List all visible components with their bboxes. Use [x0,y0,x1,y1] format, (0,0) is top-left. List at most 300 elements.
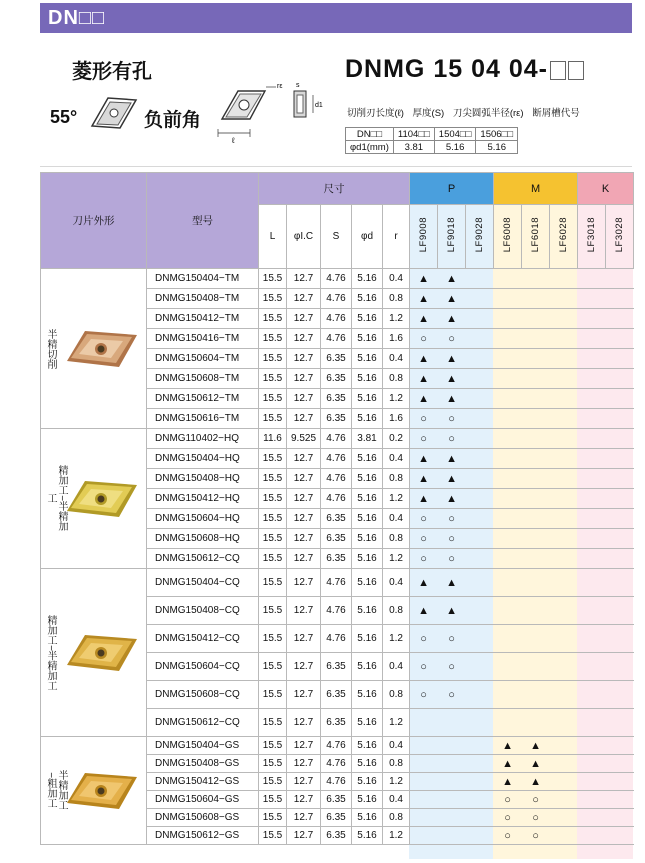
grade-availability-mark [606,597,634,625]
thickness-label: s [296,82,300,89]
dimension-cell: 5.16 [352,509,383,529]
dimension-cell: 0.4 [383,791,410,809]
grade-availability-mark [578,289,606,309]
grade-availability-mark [578,509,606,529]
insert-product-table [40,172,634,845]
section-label [41,269,147,429]
grade-availability-mark [494,529,522,549]
grade-availability-mark [578,569,606,597]
grade-availability-mark [578,755,606,773]
dimension-cell: 0.8 [383,529,410,549]
dimension-cell: 6.35 [321,389,352,409]
dimension-cell: 12.7 [287,597,321,625]
material-group-p: P [410,173,494,205]
spec-cell: 5.16 [434,141,476,154]
grade-availability-mark [578,309,606,329]
grade-availability-mark: ○ [410,429,438,449]
grade-availability-mark [550,389,578,409]
grade-availability-mark [606,449,634,469]
grade-availability-mark [494,597,522,625]
dimension-cell: 15.5 [259,289,287,309]
page-header-bar [40,3,632,33]
grade-availability-mark [522,597,550,625]
grade-availability-mark [606,409,634,429]
grade-header [522,205,550,269]
model-cell: DNMG150408−CQ [147,597,259,625]
model-cell: DNMG150612−CQ [147,549,259,569]
rake-angle-text: 负前角 [144,110,202,131]
dimension-cell: 4.76 [321,329,352,349]
grade-availability-mark: ▲ [410,597,438,625]
grade-availability-mark [522,489,550,509]
dimension-cell: 5.16 [352,569,383,597]
dimension-cell: 1.2 [383,625,410,653]
spec-row [346,128,518,141]
grade-availability-mark [466,597,494,625]
grade-availability-mark [550,269,578,289]
dimension-cell: 6.35 [321,529,352,549]
dimension-cell: 5.16 [352,625,383,653]
grade-availability-mark [578,369,606,389]
section-label [41,737,147,845]
grade-availability-mark [550,509,578,529]
dimension-cell: 6.35 [321,709,352,737]
dimension-cell: 5.16 [352,489,383,509]
grade-availability-mark [578,809,606,827]
grade-availability-mark: ▲ [522,755,550,773]
grade-availability-mark: ○ [410,529,438,549]
dimension-cell: 5.16 [352,597,383,625]
grade-header [438,205,466,269]
insert-shape-header: 刀片外形 [41,173,147,269]
dimension-cell: 12.7 [287,755,321,773]
grade-availability-mark [606,289,634,309]
dimension-cell: 12.7 [287,737,321,755]
model-cell: DNMG150412−CQ [147,625,259,653]
machining-type-label: 精加工−半精加工 [45,465,67,532]
grade-availability-mark: ○ [522,809,550,827]
dimension-cell: 5.16 [352,529,383,549]
dimension-cell: 15.5 [259,449,287,469]
thickness-text: 厚度(S) [412,108,445,119]
dimension-cell: 5.16 [352,549,383,569]
grade-header [494,205,522,269]
spec-cell: 1104□□ [393,128,434,141]
grade-availability-mark [522,369,550,389]
grade-availability-mark [410,827,438,845]
dimension-cell: 15.5 [259,597,287,625]
grade-availability-mark [466,709,494,737]
dimension-cell: 4.76 [321,569,352,597]
grade-availability-mark [578,549,606,569]
model-cell: DNMG150608−CQ [147,681,259,709]
table-row [41,269,634,289]
dimension-cell: 6.35 [321,509,352,529]
dimension-cell: 0.8 [383,681,410,709]
grade-availability-mark [578,681,606,709]
grade-availability-mark [550,737,578,755]
grade-availability-mark [550,329,578,349]
spec-row [346,141,518,154]
grade-availability-mark [550,625,578,653]
length-label: ℓ [232,136,235,145]
dimension-cell: 5.16 [352,289,383,309]
dimension-cell: 1.6 [383,409,410,429]
grade-availability-mark [522,449,550,469]
grade-availability-mark: ○ [410,653,438,681]
grade-availability-mark [466,409,494,429]
grade-availability-mark: ▲ [494,773,522,791]
grade-availability-mark [494,569,522,597]
grade-availability-mark: ▲ [410,269,438,289]
machining-type-label: 精加工−半精加工 [45,614,56,691]
header-row [41,173,634,205]
grade-availability-mark [606,309,634,329]
grade-availability-mark [606,429,634,449]
dimension-cell: 15.5 [259,349,287,369]
grade-availability-mark: ○ [522,827,550,845]
dimension-cell: 0.4 [383,653,410,681]
grade-availability-mark: ▲ [438,469,466,489]
dimension-cell: 12.7 [287,289,321,309]
dimension-cell: 1.2 [383,309,410,329]
dimension-cell: 6.35 [321,681,352,709]
grade-availability-mark [438,737,466,755]
dimension-cell: 5.16 [352,309,383,329]
dimension-cell: 1.2 [383,549,410,569]
grade-availability-mark [606,529,634,549]
grade-availability-mark: ○ [438,509,466,529]
insert-info-panel [40,33,632,167]
grade-availability-mark [438,755,466,773]
grade-availability-mark [494,509,522,529]
grade-availability-mark [410,737,438,755]
grade-availability-mark [578,791,606,809]
model-cell: DNMG150608−GS [147,809,259,827]
grade-availability-mark [578,653,606,681]
dimension-cell: 12.7 [287,469,321,489]
dimension-cell: 0.4 [383,269,410,289]
grade-availability-mark [522,309,550,329]
designation-labels [347,105,586,119]
grade-availability-mark [522,509,550,529]
grade-header [550,205,578,269]
dimension-cell: 4.76 [321,269,352,289]
grade-availability-mark [522,681,550,709]
grade-availability-mark [606,469,634,489]
diamond-insert-icon [88,95,140,131]
grade-availability-mark [494,269,522,289]
grade-availability-mark [550,653,578,681]
grade-availability-mark [606,389,634,409]
grade-availability-mark: ○ [410,549,438,569]
dimension-cell: 12.7 [287,625,321,653]
grade-availability-mark [578,409,606,429]
grade-availability-mark [438,791,466,809]
grade-label: LF9008 [418,217,430,253]
grade-availability-mark [578,389,606,409]
dimension-cell: 0.4 [383,349,410,369]
grade-availability-mark [410,773,438,791]
dimension-cell: 0.4 [383,509,410,529]
insert-photo-icon [63,763,141,819]
grade-availability-mark [438,809,466,827]
dimension-cell: 1.6 [383,329,410,349]
dimension-cell: 6.35 [321,549,352,569]
grade-availability-mark [522,429,550,449]
chipbreaker-text: 断屑槽代号 [532,108,580,119]
grade-availability-mark [410,709,438,737]
grade-availability-mark [466,449,494,469]
grade-availability-mark: ▲ [410,449,438,469]
table-row [41,737,634,755]
grade-availability-mark [522,269,550,289]
grade-availability-mark [550,369,578,389]
grade-availability-mark [606,681,634,709]
table-row [41,569,634,597]
dimension-cell: 0.8 [383,755,410,773]
model-cell: DNMG150404−GS [147,737,259,755]
dimension-cell: 15.5 [259,773,287,791]
grade-availability-mark: ○ [438,625,466,653]
dimension-cell: 0.4 [383,569,410,597]
dimension-cell: 5.16 [352,269,383,289]
grade-availability-mark: ▲ [438,349,466,369]
model-cell: DNMG150612−GS [147,827,259,845]
grade-availability-mark: ▲ [410,289,438,309]
grade-label: LF3028 [614,217,626,253]
dimension-cell: 12.7 [287,827,321,845]
dimension-cell: 0.2 [383,429,410,449]
spec-cell: 1504□□ [434,128,476,141]
grade-availability-mark [550,791,578,809]
dimension-cell: 3.81 [352,429,383,449]
dimension-cell: 4.76 [321,755,352,773]
grade-availability-mark [494,709,522,737]
designation-text: DNMG 15 04 04- [345,55,548,83]
dimension-cell: 4.76 [321,597,352,625]
dimension-cell: 15.5 [259,329,287,349]
dimension-cell: 5.16 [352,809,383,827]
dimension-cell: 6.35 [321,369,352,389]
model-cell: DNMG150408−TM [147,289,259,309]
grade-availability-mark [522,653,550,681]
grade-availability-mark [466,329,494,349]
dimension-cell: 5.16 [352,329,383,349]
model-cell: DNMG150404−HQ [147,449,259,469]
grade-availability-mark [578,625,606,653]
grade-availability-mark: ▲ [438,597,466,625]
dimension-cell: 15.5 [259,755,287,773]
grade-availability-mark [522,625,550,653]
dim-header: r [383,205,410,269]
dimension-cell: 15.5 [259,827,287,845]
machining-type-label: 半精切削 [45,328,56,369]
grade-availability-mark [606,653,634,681]
dimension-cell: 12.7 [287,791,321,809]
grade-availability-mark: ▲ [438,269,466,289]
grade-availability-mark [494,349,522,369]
dimension-cell: 1.2 [383,389,410,409]
grade-availability-mark [466,469,494,489]
grade-availability-mark: ○ [438,681,466,709]
designation-code [345,55,584,84]
dimension-cell: 15.5 [259,369,287,389]
grade-availability-mark [606,569,634,597]
grade-availability-mark [578,529,606,549]
grade-availability-mark: ▲ [438,569,466,597]
dimension-cell: 5.16 [352,791,383,809]
model-cell: DNMG150412−HQ [147,489,259,509]
grade-availability-mark: ○ [410,625,438,653]
model-cell: DNMG150408−HQ [147,469,259,489]
grade-availability-mark: ▲ [410,369,438,389]
grade-availability-mark [494,369,522,389]
product-table-area [40,172,632,859]
dimension-cell: 12.7 [287,773,321,791]
dimension-cell: 5.16 [352,653,383,681]
grade-availability-mark: ○ [494,791,522,809]
grade-availability-mark [466,289,494,309]
grade-availability-mark: ▲ [438,369,466,389]
dimension-cell: 6.35 [321,653,352,681]
dimension-cell: 4.76 [321,489,352,509]
dimension-cell: 0.8 [383,369,410,389]
dimension-cell: 6.35 [321,809,352,827]
dimension-cell: 1.2 [383,827,410,845]
dimension-cell: 15.5 [259,569,287,597]
dimension-cell: 5.16 [352,369,383,389]
grade-availability-mark: ○ [494,827,522,845]
dimension-cell: 4.76 [321,625,352,653]
dimension-cell: 12.7 [287,349,321,369]
hole-diameter-table [345,127,518,154]
grade-availability-mark [606,549,634,569]
angle-value: 55° [50,107,78,127]
grade-availability-mark [606,737,634,755]
grade-availability-mark [466,309,494,329]
dimension-cell: 1.2 [383,489,410,509]
dimension-cell: 12.7 [287,549,321,569]
hole-diameter-label: d1 [315,102,323,109]
grade-availability-mark [466,529,494,549]
grade-availability-mark: ○ [410,409,438,429]
grade-availability-mark [466,429,494,449]
grade-availability-mark [494,289,522,309]
grade-availability-mark [522,289,550,309]
dim-header: φd [352,205,383,269]
grade-availability-mark [578,827,606,845]
grade-availability-mark [466,827,494,845]
grade-availability-mark: ▲ [410,389,438,409]
grade-availability-mark [550,597,578,625]
page-title: DN□□ [48,7,106,29]
grade-header [410,205,438,269]
grade-availability-mark [550,409,578,429]
grade-availability-mark [550,809,578,827]
dimension-cell: 6.35 [321,827,352,845]
grade-availability-mark [494,549,522,569]
grade-availability-mark: ○ [410,509,438,529]
grade-availability-mark [494,409,522,429]
grade-availability-mark [578,597,606,625]
grade-availability-mark [494,489,522,509]
dimension-cell: 15.5 [259,625,287,653]
grade-availability-mark: ○ [494,809,522,827]
insert-photo-icon [63,625,141,681]
grade-availability-mark [578,489,606,509]
grade-availability-mark [606,329,634,349]
grade-availability-mark [550,755,578,773]
dimension-cell: 15.5 [259,737,287,755]
dimension-cell: 6.35 [321,349,352,369]
grade-availability-mark: ▲ [410,469,438,489]
chipbreaker-box [550,61,566,80]
grade-availability-mark [494,429,522,449]
model-cell: DNMG150604−GS [147,791,259,809]
grade-availability-mark: ▲ [438,449,466,469]
grade-availability-mark: ▲ [438,489,466,509]
grade-availability-mark [550,469,578,489]
grade-availability-mark [606,773,634,791]
grade-availability-mark [494,681,522,709]
dimension-cell: 1.2 [383,709,410,737]
dimension-cell: 4.76 [321,289,352,309]
dimension-cell: 6.35 [321,409,352,429]
grade-availability-mark [606,709,634,737]
grade-availability-mark: ▲ [494,737,522,755]
grade-availability-mark [606,509,634,529]
radius-label: rε [277,83,283,90]
dimension-cell: 11.6 [259,429,287,449]
grade-availability-mark: ▲ [522,773,550,791]
grade-label: LF6008 [502,217,514,253]
grade-availability-mark [606,489,634,509]
dimension-cell: 12.7 [287,529,321,549]
grade-availability-mark: ○ [522,791,550,809]
grade-availability-mark [578,709,606,737]
grade-availability-mark [606,625,634,653]
grade-label: LF9018 [446,217,458,253]
dimension-cell: 5.16 [352,827,383,845]
grade-availability-mark [522,469,550,489]
dimension-cell: 4.76 [321,429,352,449]
model-cell: DNMG150612−CQ [147,709,259,737]
dimension-cell: 12.7 [287,681,321,709]
dimension-cell: 15.5 [259,469,287,489]
model-cell: DNMG110402−HQ [147,429,259,449]
grade-availability-mark [606,369,634,389]
dimension-cell: 0.4 [383,737,410,755]
grade-availability-mark: ○ [438,549,466,569]
dimension-cell: 12.7 [287,569,321,597]
grade-availability-mark [522,549,550,569]
dimension-cell: 12.7 [287,489,321,509]
model-cell: DNMG150608−HQ [147,529,259,549]
edge-length-label: 切削刃长度(ℓ) [347,108,404,119]
model-cell: DNMG150608−TM [147,369,259,389]
grade-availability-mark [550,349,578,369]
dimension-cell: 15.5 [259,509,287,529]
dimension-cell: 12.7 [287,709,321,737]
grade-availability-mark [550,681,578,709]
grade-availability-mark [494,625,522,653]
grade-availability-mark: ○ [410,329,438,349]
dim-header: φI.C [287,205,321,269]
table-row [41,429,634,449]
grade-availability-mark [578,737,606,755]
dimension-cell: 5.16 [352,773,383,791]
